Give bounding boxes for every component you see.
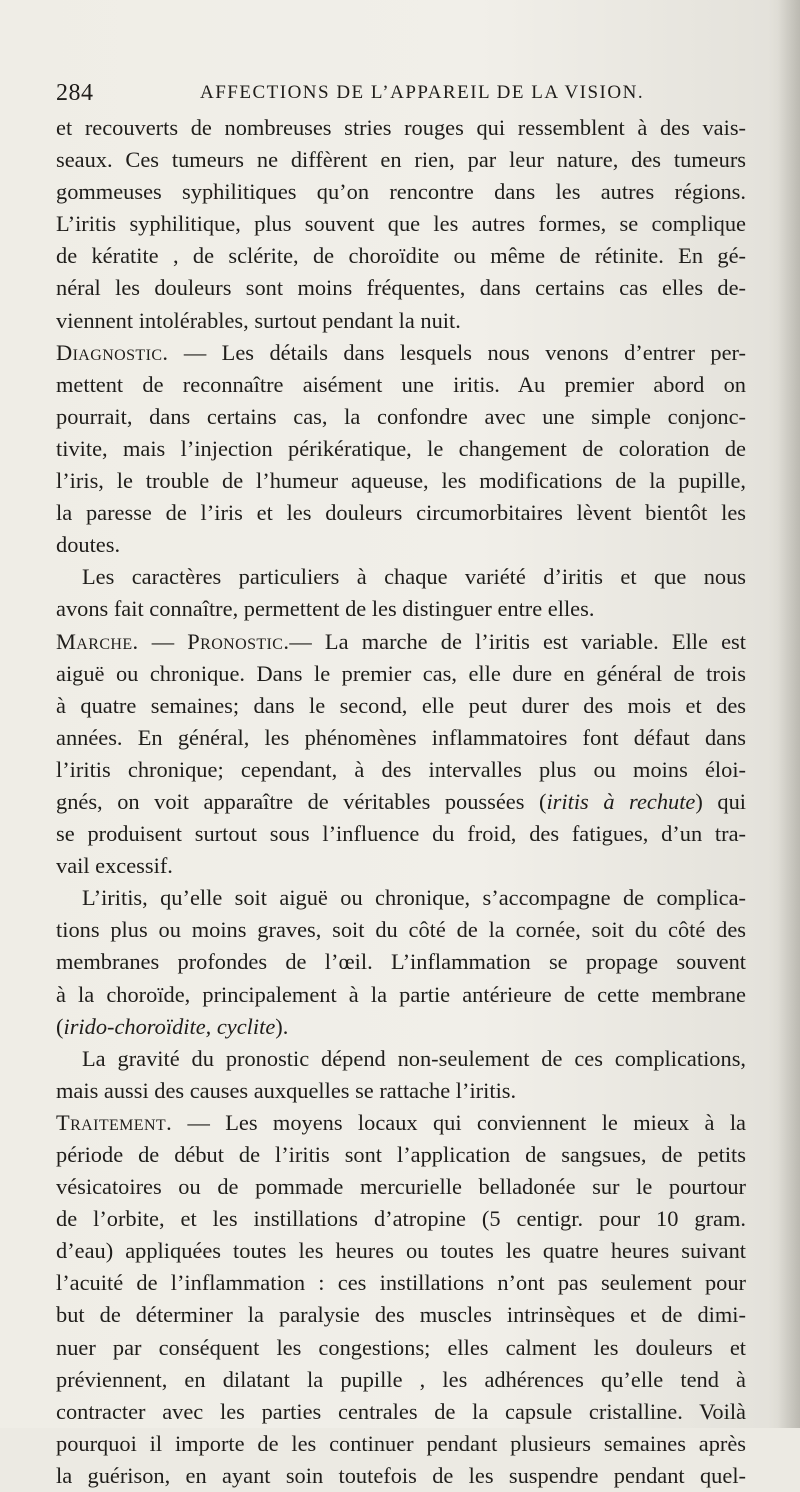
text-line [56, 914, 746, 946]
page-header [56, 80, 746, 110]
text-line [56, 818, 746, 850]
section-heading: Traitement. [56, 1109, 173, 1135]
text-line [56, 529, 746, 561]
text-line [56, 1203, 746, 1235]
text-line [56, 1364, 746, 1396]
section-heading: Marche. [56, 628, 139, 654]
line-text: aiguë ou chronique. Dans le premier cas, elle dure en général de trois [56, 660, 746, 686]
page-edge-shadow [778, 0, 800, 1428]
line-text: pourrait, dans certains cas, la confondre avec une simple conjonc- [56, 403, 746, 429]
line-text: l’iris, le trouble de l’humeur aqueuse, les modifications de la pupille, [56, 468, 746, 494]
line-text: se produisent surtout sous l’influence du froid, des fatigues, d’un tra- [56, 821, 746, 847]
text-line [56, 497, 746, 529]
line-text: années. En général, les phénomènes inflammatoires font défaut dans [56, 724, 746, 750]
text-line [56, 1428, 746, 1460]
line-text: — La marche de l’iritis est variable. Elle est [289, 628, 746, 654]
text-line [56, 561, 746, 593]
text-line [56, 208, 746, 240]
text-line [56, 1460, 746, 1492]
line-text: l’iritis chronique; cependant, à des intervalles plus ou moins éloi- [56, 756, 746, 782]
line-text: gnés, on voit apparaître de véritables poussées ( [56, 788, 547, 814]
line-text: doutes. [56, 532, 121, 558]
line-text: Les caractères particuliers à chaque variété d’iritis et que nous [82, 564, 746, 590]
text-line [56, 465, 746, 497]
text-line [56, 144, 746, 176]
text-line [56, 722, 746, 754]
line-text: avons fait connaître, permettent de les distinguer entre elles. [56, 596, 595, 622]
line-text: de kératite , de sclérite, de choroïdite ou même de rétinite. En gé- [56, 243, 746, 269]
text-line [56, 882, 746, 914]
text-line [56, 369, 746, 401]
body-text [56, 112, 746, 1492]
text-line [56, 786, 746, 818]
text-line [56, 272, 746, 304]
text-line [56, 1075, 746, 1107]
text-line [56, 112, 746, 144]
text-line [56, 1171, 746, 1203]
line-text: néral les douleurs sont moins fréquentes, dans certains cas elles de- [56, 275, 746, 301]
line-text: d’eau) appliquées toutes les heures ou toutes les quatre heures suivant [56, 1238, 746, 1264]
section-heading: Diagnostic. [56, 339, 169, 365]
line-text: période de début de l’iritis sont l’application de sangsues, de petits [56, 1142, 746, 1167]
running-title: AFFECTIONS DE L’APPAREIL DE LA VISION. [200, 82, 645, 103]
text-line [56, 754, 746, 786]
line-text: et recouverts de nombreuses stries rouges qui ressemblent à des vais- [56, 115, 746, 140]
line-text: pourquoi il importe de les continuer pendant plusieurs semaines après [56, 1430, 746, 1456]
text-line [56, 1011, 746, 1043]
line-text: de l’orbite, et les instillations d’atropine (5 centigr. pour 10 gram. [56, 1206, 746, 1232]
text-line [56, 305, 746, 337]
text-line [56, 626, 746, 658]
text-line [56, 337, 746, 369]
text-line [56, 240, 746, 272]
text-line [56, 979, 746, 1011]
line-text: mettent de reconnaître aisément une iritis. Au premier abord on [56, 371, 746, 397]
text-line [56, 1332, 746, 1364]
line-text: La gravité du pronostic dépend non-seulement de ces complications, [82, 1045, 746, 1071]
page-number: 284 [56, 80, 94, 106]
line-text: L’iritis syphilitique, plus souvent que les autres formes, se complique [56, 211, 746, 237]
line-text: — Les moyens locaux qui conviennent le mieux à la [172, 1109, 746, 1135]
line-text: — Les détails dans lesquels nous venons d’entrer per- [168, 339, 746, 365]
text-line [56, 433, 746, 465]
italic-term: iritis à rechute [546, 788, 696, 814]
line-text: ) qui [695, 788, 746, 814]
line-text: nuer par conséquent les congestions; elles calment les douleurs et [56, 1334, 746, 1360]
text-line [56, 1107, 746, 1139]
line-text: viennent intolérables, surtout pendant la nuit. [56, 307, 461, 333]
line-text: la paresse de l’iris et les douleurs circumorbitaires lèvent bientôt les [56, 500, 746, 526]
line-text: la guérison, en ayant soin toutefois de les suspendre pendant quel- [56, 1462, 746, 1488]
text-line [56, 593, 746, 625]
text-line [56, 946, 746, 978]
line-text: L’iritis, qu’elle soit aiguë ou chronique, s’accompagne de complica- [82, 885, 746, 911]
line-text: seaux. Ces tumeurs ne diffèrent en rien, par leur nature, des tumeurs [56, 147, 746, 173]
line-text: gommeuses syphilitiques qu’on rencontre dans les autres régions. [56, 179, 746, 205]
italic-term: irido-choroïdite, cyclite [63, 1013, 276, 1039]
section-heading: Pronostic. [187, 628, 290, 654]
line-text: à quatre semaines; dans le second, elle peut durer des mois et des [56, 692, 746, 718]
line-text: à la choroïde, principalement à la partie antérieure de cette membrane [56, 981, 746, 1007]
text-line [56, 1299, 746, 1331]
line-text: l’acuité de l’inflammation : ces instillations n’ont pas seulement pour [56, 1270, 746, 1296]
text-line [56, 690, 746, 722]
text-line [56, 1235, 746, 1267]
line-text: contracter avec les parties centrales de la capsule cristalline. Voilà [56, 1398, 746, 1424]
line-text: vésicatoires ou de pommade mercurielle belladonée sur le pourtour [56, 1174, 746, 1200]
line-text: mais aussi des causes auxquelles se rattache l’iritis. [56, 1077, 517, 1103]
line-text: tivite, mais l’injection périkératique, le changement de coloration de [56, 435, 746, 461]
text-line [56, 401, 746, 433]
line-text: tions plus ou moins graves, soit du côté de la cornée, soit du côté des [56, 917, 746, 943]
line-text: membranes profondes de l’œil. L’inflammation se propage souvent [56, 949, 746, 975]
line-text: — [138, 628, 188, 654]
text-line [56, 850, 746, 882]
line-text: but de déterminer la paralysie des muscles intrinsèques et de dimi- [56, 1302, 746, 1328]
text-line [56, 1043, 746, 1075]
text-line [56, 1396, 746, 1428]
text-line [56, 1139, 746, 1171]
text-line [56, 658, 746, 690]
line-text: vail excessif. [56, 853, 173, 879]
line-text: ( [56, 1013, 64, 1039]
line-text: ). [275, 1013, 289, 1039]
line-text: préviennent, en dilatant la pupille , les adhérences qu’elle tend à [56, 1366, 746, 1392]
text-line [56, 176, 746, 208]
text-line [56, 1267, 746, 1299]
